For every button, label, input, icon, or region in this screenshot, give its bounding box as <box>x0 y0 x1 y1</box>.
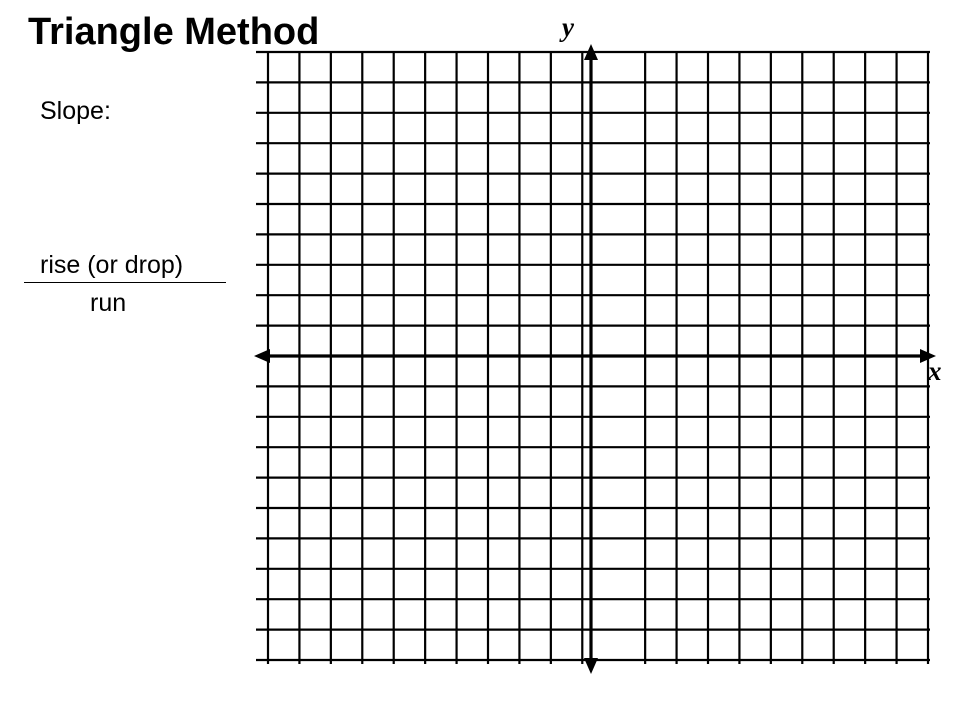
slope-label: Slope: <box>40 97 111 125</box>
grid-lines <box>256 52 930 664</box>
x-axis-label: x <box>928 356 942 386</box>
y-axis-down-arrow <box>584 658 598 674</box>
y-axis-label: y <box>562 12 574 42</box>
fraction-numerator: rise (or drop) <box>40 251 184 279</box>
page-title: Triangle Method <box>28 11 320 53</box>
fraction-denominator: run <box>90 289 127 317</box>
x-axis-left-arrow <box>254 349 270 363</box>
